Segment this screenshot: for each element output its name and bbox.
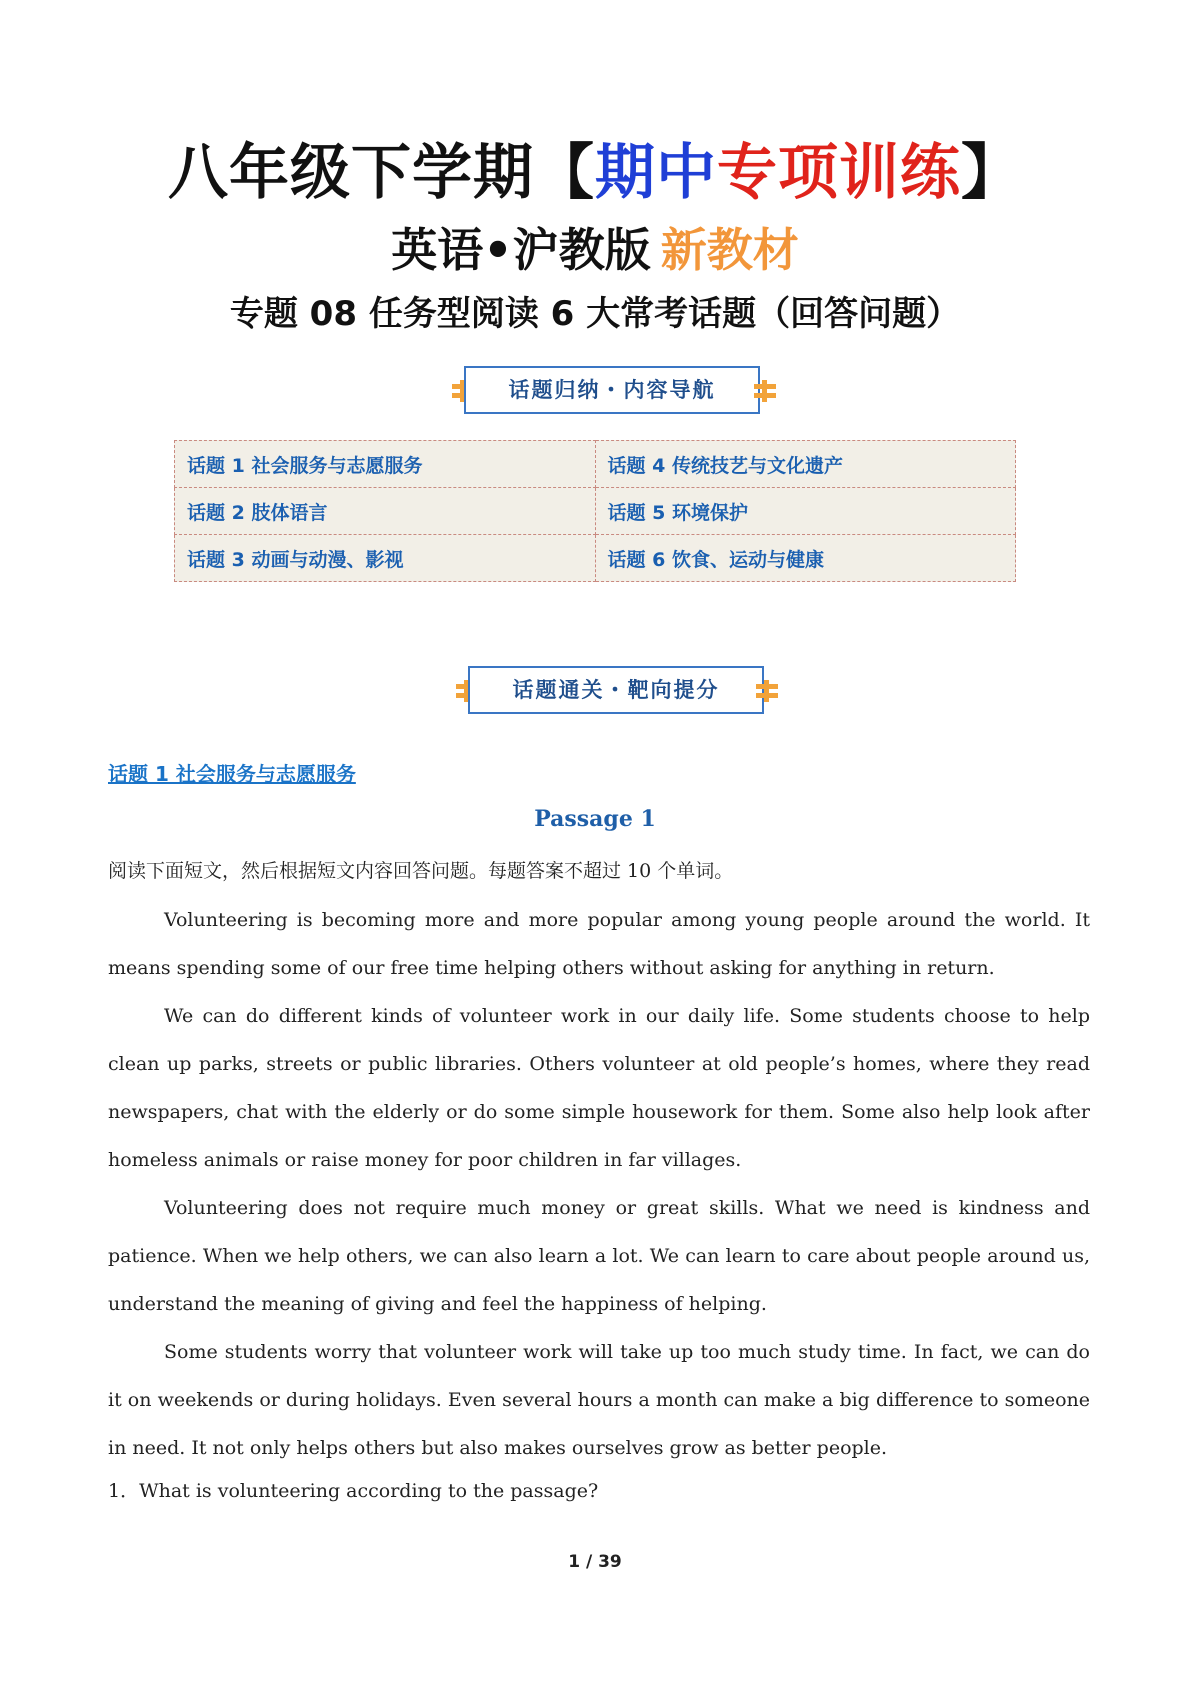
topic-4[interactable]: 话题 4 传统技艺与文化遗产 (595, 441, 1016, 488)
topic-3[interactable]: 话题 3 动画与动漫、影视 (175, 535, 596, 582)
title-part2: 】 (961, 138, 1022, 208)
navigation-banner: 话题归纳・内容导航 (464, 366, 760, 414)
instruction: 阅读下面短文，然后根据短文内容回答问题。每题答案不超过 10 个单词。 (108, 860, 734, 882)
topic-table (174, 440, 1016, 582)
table-row (175, 441, 1016, 488)
title-midterm: 期中 (595, 138, 717, 208)
title-special-training: 专项训练 (717, 138, 961, 208)
document-subtitle (0, 222, 1190, 278)
table-row (175, 535, 1016, 582)
passage-title: Passage 1 (534, 806, 656, 832)
topic-2[interactable]: 话题 2 肢体语言 (175, 488, 596, 535)
document-title (0, 138, 1190, 208)
passage-paragraph-3: Volunteering does not require much money or great skills. What we need is kindness and patience. When we help others, we can also learn a lot. We can learn to care about people around us, understand the meaning of giving and feel the happiness of helping. (108, 1197, 1090, 1315)
table-row (175, 488, 1016, 535)
topic-1[interactable]: 话题 1 社会服务与志愿服务 (175, 441, 596, 488)
topic-5[interactable]: 话题 5 环境保护 (595, 488, 1016, 535)
title-part1: 八年级下学期【 (168, 138, 595, 208)
topic-title: 专题 08 任务型阅读 6 大常考话题（回答问题） (229, 294, 961, 334)
passage-paragraph-4: Some students worry that volunteer work will take up too much study time. In fact, we can do it on weekends or during holidays. Even several hours a month can make a big difference to someone in need. It not only helps others but also makes ourselves grow as better people. (108, 1341, 1090, 1459)
page-number: 1 / 39 (568, 1552, 622, 1572)
question-1: 1．What is volunteering according to the passage? (108, 1480, 599, 1502)
passage-body (108, 896, 1090, 1472)
topic-6[interactable]: 话题 6 饮食、运动与健康 (595, 535, 1016, 582)
section-link-topic-1[interactable]: 话题 1 社会服务与志愿服务 (108, 762, 356, 786)
passage-paragraph-2: We can do different kinds of volunteer work in our daily life. Some students choose to help clean up parks, streets or public libraries. Others volunteer at old people’s homes, where they read newspapers, chat with the elderly or do some simple housework for them. Some also help look after homeless animals or raise money for poor children in far villages. (108, 1005, 1090, 1171)
subtitle-new-textbook: 新教材 (660, 223, 799, 277)
subtitle-edition: 英语•沪教版 (391, 223, 651, 277)
banner-decoration-icon (756, 680, 778, 702)
practice-banner: 话题通关・靶向提分 (468, 666, 764, 714)
passage-paragraph-1: Volunteering is becoming more and more popular among young people around the world. It means spending some of our free time helping others without asking for anything in return. (108, 909, 1090, 979)
banner-decoration-icon (754, 380, 776, 402)
